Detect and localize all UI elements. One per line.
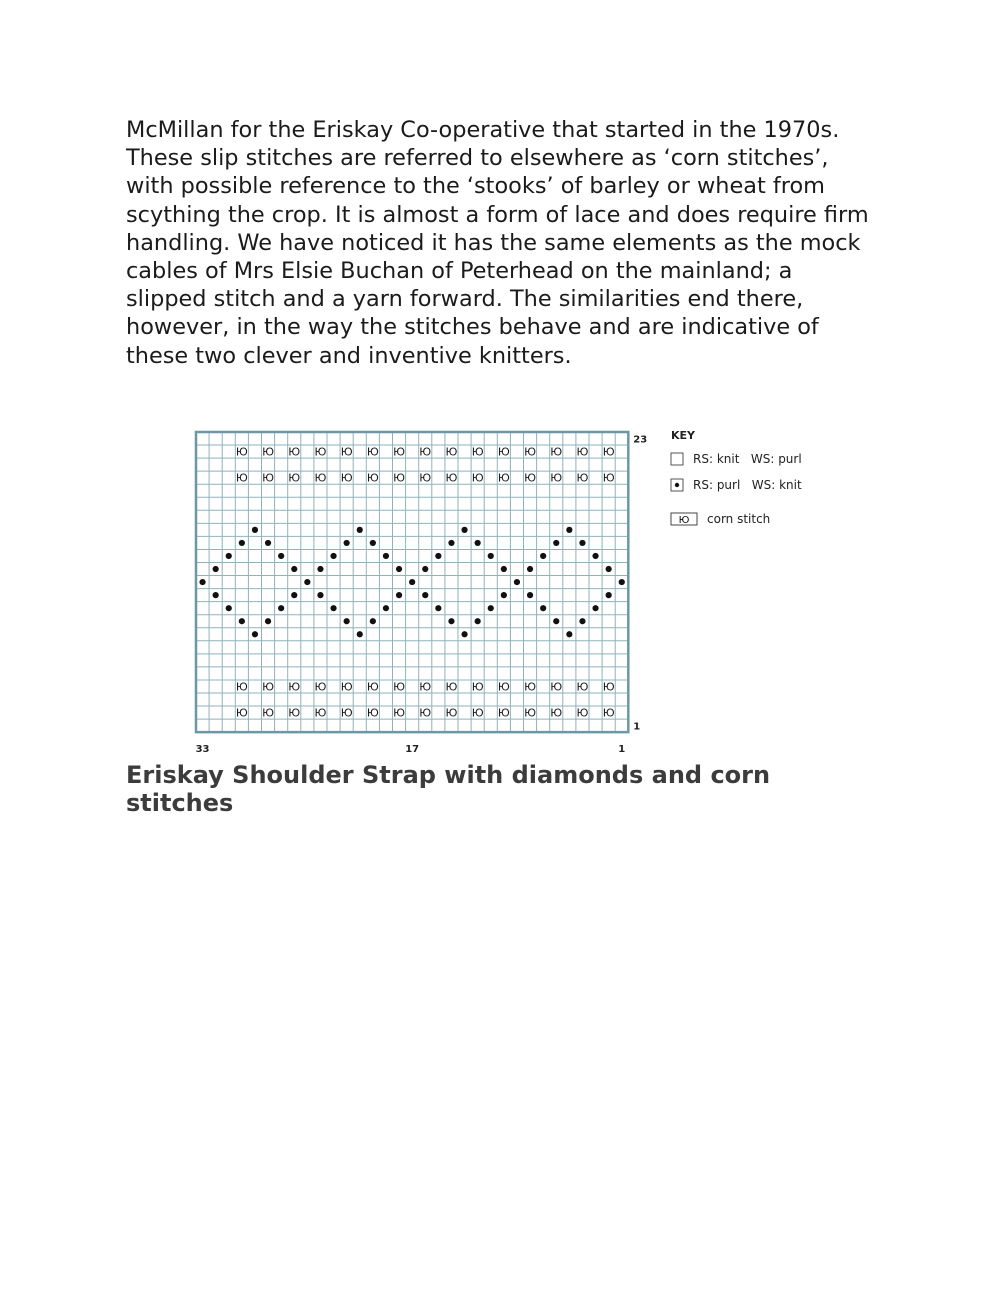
corn-stitch-symbol: Ю bbox=[497, 445, 510, 459]
purl-dot bbox=[370, 540, 376, 546]
corn-stitch-symbol: Ю bbox=[366, 680, 379, 694]
purl-dot bbox=[278, 553, 284, 559]
knitting-chart-figure bbox=[190, 424, 830, 760]
corn-stitch-symbol: Ю bbox=[602, 706, 615, 720]
purl-dot bbox=[606, 566, 612, 572]
corn-stitch-symbol: Ю bbox=[497, 680, 510, 694]
purl-dot bbox=[278, 605, 284, 611]
corn-stitch-symbol: Ю bbox=[262, 445, 274, 459]
corn-stitch-symbol: Ю bbox=[471, 445, 484, 459]
corn-stitch-symbol: Ю bbox=[340, 445, 353, 459]
legend-corn-symbol: Ю bbox=[678, 515, 690, 526]
purl-dot bbox=[239, 618, 245, 624]
y-axis-tick-label: 23 bbox=[633, 434, 648, 446]
purl-dot bbox=[239, 540, 245, 546]
purl-dot bbox=[383, 605, 389, 611]
corn-stitch-symbol: Ю bbox=[602, 680, 615, 694]
purl-dot bbox=[422, 592, 428, 598]
corn-stitch-symbol: Ю bbox=[602, 471, 615, 485]
legend-dot-symbol bbox=[675, 483, 679, 487]
corn-stitch-symbol: Ю bbox=[235, 680, 248, 694]
purl-dot bbox=[317, 566, 323, 572]
legend-item-label: RS: knit WS: purl bbox=[693, 452, 802, 466]
purl-dot bbox=[527, 592, 533, 598]
purl-dot bbox=[344, 540, 350, 546]
chart-legend bbox=[671, 429, 802, 526]
corn-stitch-symbol: Ю bbox=[262, 706, 274, 720]
x-axis-tick-label: 33 bbox=[195, 744, 210, 756]
purl-dot bbox=[330, 605, 336, 611]
purl-dot bbox=[383, 553, 389, 559]
corn-stitch-symbol: Ю bbox=[576, 445, 589, 459]
purl-dot bbox=[579, 618, 585, 624]
purl-dot bbox=[422, 566, 428, 572]
corn-stitch-symbol: Ю bbox=[314, 471, 327, 485]
purl-dot bbox=[330, 553, 336, 559]
corn-stitch-symbol: Ю bbox=[524, 471, 536, 485]
corn-stitch-symbol: Ю bbox=[550, 445, 563, 459]
purl-dot bbox=[448, 540, 454, 546]
corn-stitch-symbol: Ю bbox=[235, 471, 248, 485]
corn-stitch-symbol: Ю bbox=[288, 680, 301, 694]
purl-dot bbox=[606, 592, 612, 598]
corn-stitch-symbol: Ю bbox=[366, 706, 379, 720]
purl-dot bbox=[370, 618, 376, 624]
purl-dot bbox=[317, 592, 323, 598]
body-paragraph: McMillan for the Eriskay Co-operative that started in the 1970s. These slip stitches are referred to elsewhere as ‘corn stitches’, with possible reference to the ‘stooks’ of barley or wheat from scything the crop. It is almost a form of lace and does require firm handling. We have noticed it has the same elements as the mock cables of Mrs Elsie Buchan of Peterhead on the mainland; a slipped stitch and a yarn forward. The similarities end there, however, in the way the stitches behave and are indicative of these two clever and inventive knitters. bbox=[126, 117, 869, 369]
corn-stitch-symbol: Ю bbox=[366, 445, 379, 459]
purl-dot bbox=[252, 631, 258, 637]
legend-item-label: corn stitch bbox=[707, 512, 771, 526]
purl-dot bbox=[304, 579, 310, 585]
corn-stitch-symbol: Ю bbox=[419, 706, 432, 720]
purl-dot bbox=[592, 553, 598, 559]
corn-stitch-symbol: Ю bbox=[497, 706, 510, 720]
purl-dot bbox=[396, 592, 402, 598]
corn-stitch-symbol: Ю bbox=[366, 471, 379, 485]
purl-dot bbox=[566, 527, 572, 533]
purl-dot bbox=[252, 527, 258, 533]
purl-dot bbox=[265, 618, 271, 624]
chart-cells bbox=[199, 446, 624, 720]
corn-stitch-symbol: Ю bbox=[340, 706, 353, 720]
corn-stitch-symbol: Ю bbox=[576, 680, 589, 694]
corn-stitch-symbol: Ю bbox=[314, 706, 327, 720]
corn-stitch-symbol: Ю bbox=[419, 471, 432, 485]
purl-dot bbox=[435, 605, 441, 611]
purl-dot bbox=[553, 618, 559, 624]
corn-stitch-symbol: Ю bbox=[393, 680, 405, 694]
y-axis-tick-label: 1 bbox=[633, 721, 641, 733]
purl-dot bbox=[226, 553, 232, 559]
corn-stitch-symbol: Ю bbox=[419, 445, 432, 459]
corn-stitch-symbol: Ю bbox=[445, 706, 458, 720]
purl-dot bbox=[579, 540, 585, 546]
corn-stitch-symbol: Ю bbox=[340, 471, 353, 485]
legend-title: KEY bbox=[671, 429, 696, 442]
legend-item-label: RS: purl WS: knit bbox=[693, 478, 802, 492]
purl-dot bbox=[566, 631, 572, 637]
corn-stitch-symbol: Ю bbox=[235, 445, 248, 459]
corn-stitch-symbol: Ю bbox=[471, 471, 484, 485]
corn-stitch-symbol: Ю bbox=[445, 471, 458, 485]
corn-stitch-symbol: Ю bbox=[524, 680, 536, 694]
corn-stitch-symbol: Ю bbox=[524, 445, 536, 459]
purl-dot bbox=[501, 592, 507, 598]
corn-stitch-symbol: Ю bbox=[419, 680, 432, 694]
purl-dot bbox=[357, 631, 363, 637]
corn-stitch-symbol: Ю bbox=[471, 706, 484, 720]
purl-dot bbox=[409, 579, 415, 585]
purl-dot bbox=[592, 605, 598, 611]
corn-stitch-symbol: Ю bbox=[576, 706, 589, 720]
purl-dot bbox=[199, 579, 205, 585]
x-axis-tick-label: 17 bbox=[405, 744, 420, 756]
purl-dot bbox=[488, 605, 494, 611]
corn-stitch-symbol: Ю bbox=[340, 680, 353, 694]
purl-dot bbox=[488, 553, 494, 559]
corn-stitch-symbol: Ю bbox=[393, 706, 405, 720]
corn-stitch-symbol: Ю bbox=[393, 445, 405, 459]
x-axis-tick-label: 1 bbox=[618, 744, 626, 756]
purl-dot bbox=[514, 579, 520, 585]
corn-stitch-symbol: Ю bbox=[393, 471, 405, 485]
corn-stitch-symbol: Ю bbox=[288, 445, 301, 459]
corn-stitch-symbol: Ю bbox=[550, 680, 563, 694]
purl-dot bbox=[501, 566, 507, 572]
corn-stitch-symbol: Ю bbox=[550, 471, 563, 485]
purl-dot bbox=[344, 618, 350, 624]
purl-dot bbox=[540, 605, 546, 611]
corn-stitch-symbol: Ю bbox=[314, 680, 327, 694]
purl-dot bbox=[461, 527, 467, 533]
purl-dot bbox=[619, 579, 625, 585]
purl-dot bbox=[475, 618, 481, 624]
purl-dot bbox=[226, 605, 232, 611]
purl-dot bbox=[357, 527, 363, 533]
purl-dot bbox=[540, 553, 546, 559]
purl-dot bbox=[291, 592, 297, 598]
purl-dot bbox=[461, 631, 467, 637]
purl-dot bbox=[213, 566, 219, 572]
corn-stitch-symbol: Ю bbox=[288, 706, 301, 720]
figure-caption: Eriskay Shoulder Strap with diamonds and corn stitches bbox=[126, 761, 771, 817]
corn-stitch-symbol: Ю bbox=[314, 445, 327, 459]
purl-dot bbox=[475, 540, 481, 546]
purl-dot bbox=[291, 566, 297, 572]
corn-stitch-symbol: Ю bbox=[235, 706, 248, 720]
purl-dot bbox=[435, 553, 441, 559]
corn-stitch-symbol: Ю bbox=[550, 706, 563, 720]
corn-stitch-symbol: Ю bbox=[497, 471, 510, 485]
purl-dot bbox=[527, 566, 533, 572]
knitting-chart bbox=[190, 424, 830, 760]
corn-stitch-symbol: Ю bbox=[576, 471, 589, 485]
corn-stitch-symbol: Ю bbox=[445, 445, 458, 459]
purl-dot bbox=[396, 566, 402, 572]
legend-swatch-knit bbox=[671, 453, 683, 465]
purl-dot bbox=[553, 540, 559, 546]
corn-stitch-symbol: Ю bbox=[524, 706, 536, 720]
purl-dot bbox=[265, 540, 271, 546]
corn-stitch-symbol: Ю bbox=[262, 680, 274, 694]
purl-dot bbox=[213, 592, 219, 598]
corn-stitch-symbol: Ю bbox=[602, 445, 615, 459]
corn-stitch-symbol: Ю bbox=[262, 471, 274, 485]
corn-stitch-symbol: Ю bbox=[288, 471, 301, 485]
corn-stitch-symbol: Ю bbox=[445, 680, 458, 694]
corn-stitch-symbol: Ю bbox=[471, 680, 484, 694]
purl-dot bbox=[448, 618, 454, 624]
